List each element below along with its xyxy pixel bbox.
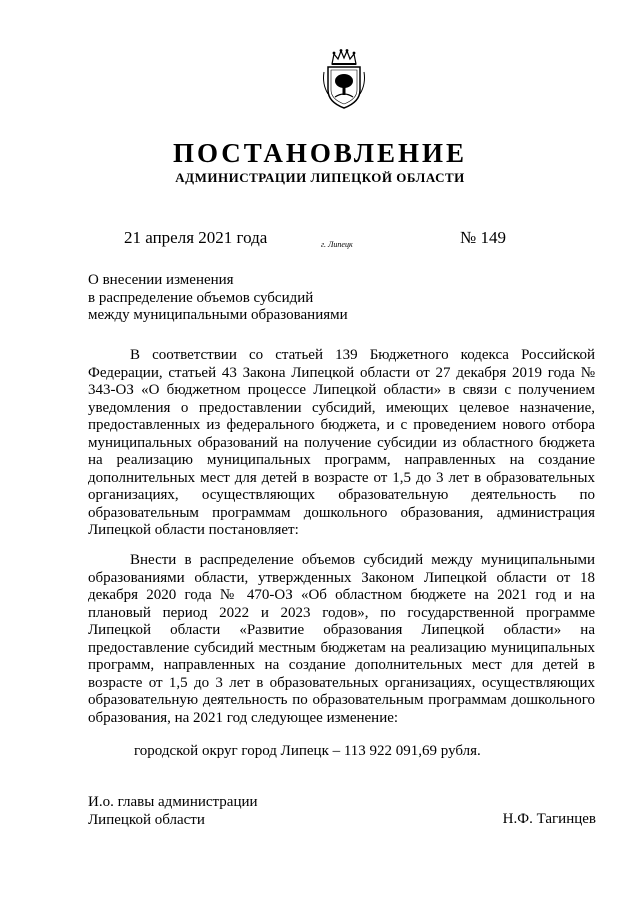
signatory-name: Н.Ф. Тагинцев xyxy=(502,811,596,827)
document-subject xyxy=(88,272,408,325)
signatory-position-line: Липецкой области xyxy=(88,811,205,828)
body-paragraph-2: Внести в распределение объемов субсидий между муниципальными образованиями области, утвержденных Законом Липецкой области от 18 декабря 2020 года № 470-ОЗ «Об областном бюджете на 2021 год и на плановый период 2022 и 2023 годов», по государственной программе Липецкой области «Развитие образования Липецкой области» на предоставление субсидий местным бюджетам на реализацию муниципальных программ, направленных на создание дополнительных мест для детей в возрасте от 1,5 до 3 лет в образовательных организациях, осуществляющих образовательную деятельность по образовательным программам дошкольного образования, на 2021 год следующее изменение: xyxy=(88,552,595,726)
subject-line: между муниципальными образованиями xyxy=(88,307,348,323)
document-date: 21 апреля 2021 года xyxy=(124,228,268,247)
issuing-authority: АДМИНИСТРАЦИИ ЛИПЕЦКОЙ ОБЛАСТИ xyxy=(175,170,465,185)
signatory-position-line: И.о. главы администрации xyxy=(88,794,258,810)
document-city: г. Липецк xyxy=(321,240,353,249)
body-paragraph-1: В соответствии со статьей 139 Бюджетного кодекса Российской Федерации, статьей 43 Закона Липецкой области от 27 декабря 2019 года № 343-ОЗ «О бюджетном процессе Липецкой области» в связи с получением уведомления о предоставлении субсидий, имеющих целевое назначение, предоставленных из федерального бюджета, и с проведением нового отбора муниципальных образований на получение субсидии из областного бюджета на реализацию муниципальных программ, направленных на создание дополнительных мест для детей в возрасте от 1,5 до 3 лет в образовательных организациях, осуществляющих образовательную деятельность по образовательным программам дошкольного образования, администрация Липецкой области постановляет: xyxy=(88,347,595,538)
subsidy-amount-line: городской округ город Липецк – 113 922 091,69 рубля. xyxy=(134,743,481,759)
lipetsk-coat-of-arms-icon xyxy=(320,48,368,110)
document-number: № 149 xyxy=(460,228,506,247)
subject-line: О внесении изменения xyxy=(88,272,234,288)
subject-line: в распределение объемов субсидий xyxy=(88,289,314,306)
document-title: ПОСТАНОВЛЕНИЕ xyxy=(172,138,468,168)
signatory-position xyxy=(88,794,258,829)
